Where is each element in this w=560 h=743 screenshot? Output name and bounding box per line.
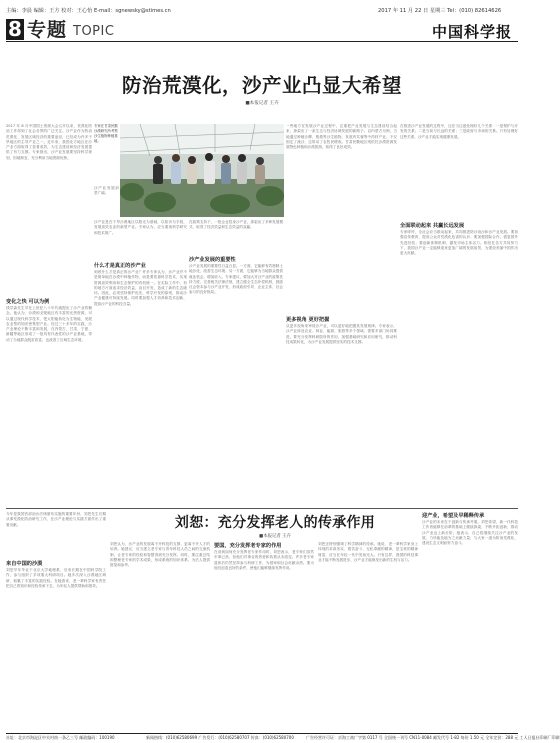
article2-column-5: 沙产业的未来在于创新与传承并重。刘恕希望，新一代科技工作者能够在前辈的基础上继续探索，不断开拓创新，推动沙产业迈上新台阶。她表示，自己将继续关注沙产业的发展，力所能及地为之贡献力量，与大家一道为防治荒漠化、建设生态文明而努力奋斗。: [422, 520, 518, 546]
article1-subhead-5: 全面联动起来 共赢长远发展: [400, 223, 465, 229]
footer-phones: 新闻热线：(010)62580699 广告发行：(010)62580707 传真：(010)62580700: [146, 735, 294, 740]
section-title: 专题: [27, 19, 68, 41]
page-number: 8: [6, 19, 24, 40]
article-divider: [6, 508, 518, 509]
article2-subhead-1: 来自中国的沙漠: [6, 561, 43, 567]
article1-subhead-1: 变化之快 可以为例: [6, 299, 50, 305]
article2-column-1b: 刘恕早年毕业于北京大学地理系，后来长期在中国科学院工作，参与组织了多项重大科研项目。她多次深入沙漠地区调研，积累了丰富的实践经验。在她看来，老一辈科学家有责任把自己的知识和经验传承下去，为年轻人提供帮助和指导。: [6, 568, 106, 588]
top-info-bar: [6, 4, 518, 18]
article2-column-1a: 今年是我国首部治沙法律颁布实施的重要年份，刘恕先生长期从事荒漠化防治研究工作，在沙产业理论与实践方面作出了重要贡献。: [6, 512, 106, 527]
article2-column-3: 在谈到如何充分发挥老专家作用时，刘恕表示，老专家们虽然年事已高，但他们对事业的热爱和执着从未改变。许多老专家退休后仍然坚持参与科研工作，为国家和社会贡献余热。要为他们创造良好的条件，使他们能够继续发挥作用。: [214, 550, 314, 570]
article1-column-5a: 在推进沙产业发展的过程中，还应当注意处理好几个关系：一是保护与开发的关系；二是当前与长远的关系；三是政府与市场的关系。只有处理好这些关系，沙产业才能实现健康发展。: [400, 124, 518, 139]
article1-headline: 防治荒漠化，沙产业凸显大希望: [121, 74, 402, 97]
article1-column-1a: 2017 年 8 月中国国土资源大会召开以来，荒漠化防治工作得到了社会各界的广泛关注。沙产业作为防治荒漠化、发展区域经济的重要途径，已经成为许多干旱地区的主导产业之一。近年来，我国北方地区在沙产业方面取得了显著成效，为生态建设和经济发展提供了有力支撑。专家指出，沙产业发展要坚持科学规划，因地制宜，充分利用当地资源优势。: [6, 124, 92, 160]
editor-info: 主编：李晨 编辑：王方 校对：王心怡 E-mail：sgnewsky@stimes.cn: [6, 8, 171, 14]
article2-column-4: 刘恕还特别强调了科学精神的传承。她说，老一辈科学家身上体现的求真务实、艰苦奋斗、无私奉献的精神，是宝贵的精神财富，应当在年轻一代中发扬光大。只有这样，我国的科技事业才能不断发展进步，沙产业才能焕发出新的生机与活力。: [318, 542, 418, 562]
article1-column-4a: 一些地方在发展沙产业过程中，注重把产业发展与生态建设结合起来，探索出了一条生态与经济协调发展的新路子。以内蒙古为例，当地通过种植沙柳、梭梭等沙生植物，发展肉苁蓉等中药材产业，不仅固定了流沙，还带动了农牧民增收。甘肃民勤地区则依托沙漠资源发展特色种植和沙漠旅游，取得了良好成效。: [286, 124, 397, 150]
section-topic: TOPIC: [73, 24, 115, 39]
article1-column-1b: 钱学森先生早在上世纪八十年代就提出了沙产业的概念。他认为，沙漠和戈壁地区有丰富的光热资源，可以通过现代科学技术，把太阳能转化为生物能，发展农业型的知识密集型产业。经过三十多年的实践，沙产业理论不断丰富和发展，在内蒙古、甘肃、宁夏、新疆等地区形成了一批具有代表性的沙产业基地，带动了当地群众脱贫致富，也改善了区域生态环境。: [6, 306, 92, 342]
issue-date: 2017 年 11 月 22 日 星期三 Tel：(010) 82614626: [378, 8, 502, 14]
footer-address: 社址：北京市海淀区中关村南一条乙三号 邮政编码：100190: [6, 735, 115, 740]
article1-column-5b: 专家呼吁，全社会应当联动起来，共同推进防沙治沙和沙产业发展。要加强宣传教育，提高公众对荒漠化危害的认识；要加强国际合作，借鉴国外先进经验；要创新体制机制，激发市场主体活力。相信在各方共同努力下，我国沙产业一定能够迎来更加广阔的发展前景，为建设美丽中国作出更大贡献。: [400, 230, 518, 256]
article1-subhead-3: 沙产业发展的重要性: [189, 257, 236, 263]
article1-column-2a: 沙产业发展前景广阔。: [94, 186, 119, 196]
article2-byline: ■本报记者 王卉: [259, 534, 291, 539]
article2-column-2: 刘恕认为，沙产业的发展离不开科技的支撑，更离不开人才的培养。她建议，应当建立老专家与青年科技人员之间的交流机制，让老专家的经验和智慧得到充分发挥。同时，要注重总结和整理老专家的学术成果，形成系统的知识体系，为后人提供借鉴和参考。: [110, 542, 210, 568]
footer-divider: [6, 733, 518, 734]
article1-subhead-4: 更多视角 更好把握: [286, 317, 330, 323]
greenhouse-photo-image: [120, 124, 284, 217]
article1-column-2b: 沙产业是在干旱沙漠地区以阳光为基础，以知识为手段，发展高效农业的新型产业。专家认为，应当重视科学研究和技术推广。: [94, 220, 187, 235]
article1-column-4b: 从更多视角来审视沙产业，可以更好地把握其发展规律。专家表示，沙产业涉及农业、林业、能源、旅游等多个领域，需要多部门协同推进。要充分发挥科研院所的作用，加强基础研究和应用研究，推动科技成果转化，为沙产业发展提供坚实的技术支撑。: [286, 324, 397, 344]
footer-license: 广告经营许可证：京海工商广字第 0117 号 全国统一刊号 CN11-0084 邮发代号 1-82 每份 1.50 元 全年定价：288 元 工人日报社印刷厂印刷: [306, 735, 560, 740]
article2-subhead-2: 要国，充分发挥老专家的作用: [214, 543, 282, 549]
article2-subhead-3: 迎产业，希望及早稀释传承: [422, 513, 485, 519]
article1-subhead-2: 什么才是真正的沙产业: [94, 263, 146, 269]
newspaper-masthead: 中国科学报: [432, 23, 513, 41]
article1-column-3a: 在政策支持下，一批企业投身沙产业，探索出了多种发展模式，取得了经济效益和生态效益的双赢。: [189, 220, 283, 230]
article1-column-3b: 沙产业发展的重要性日益凸显。一方面，它能够有效遏制土地沙化，改善生态环境；另一方面，它能够为当地群众提供就业机会，增加收入。专家建议，要加大对沙产业的政策扶持力度，完善相关法律法规，建立健全生态补偿机制，鼓励社会资本参与沙产业开发，形成政府引导、企业主体、社会参与的良好格局。: [189, 264, 283, 295]
article1-column-2c: 到底什么才是真正的沙产业？许多专家认为，沙产业并不是简单地在沙漠中种植作物，而是要依靠科学技术，实现资源高效利用和生态保护的有机统一。在实际工作中，有的地方片面追求经济效益，盲目开发，造成了新的生态破坏。因此，必须坚持保护优先、科学开发的原则，推动沙产业健康可持续发展。同时要加强人才培养和技术创新，提高沙产业的科技含量。: [94, 270, 187, 306]
photo-caption: 专家在甘肃民勤沙漠研究所考察沙生植物种植基地。: [94, 124, 118, 143]
article2-headline: 刘恕：充分发挥老人的传承作用: [174, 515, 376, 531]
article1-byline: ■本报记者 王卉: [245, 101, 279, 106]
header-divider: [6, 41, 518, 42]
article1-photo: [120, 124, 284, 217]
